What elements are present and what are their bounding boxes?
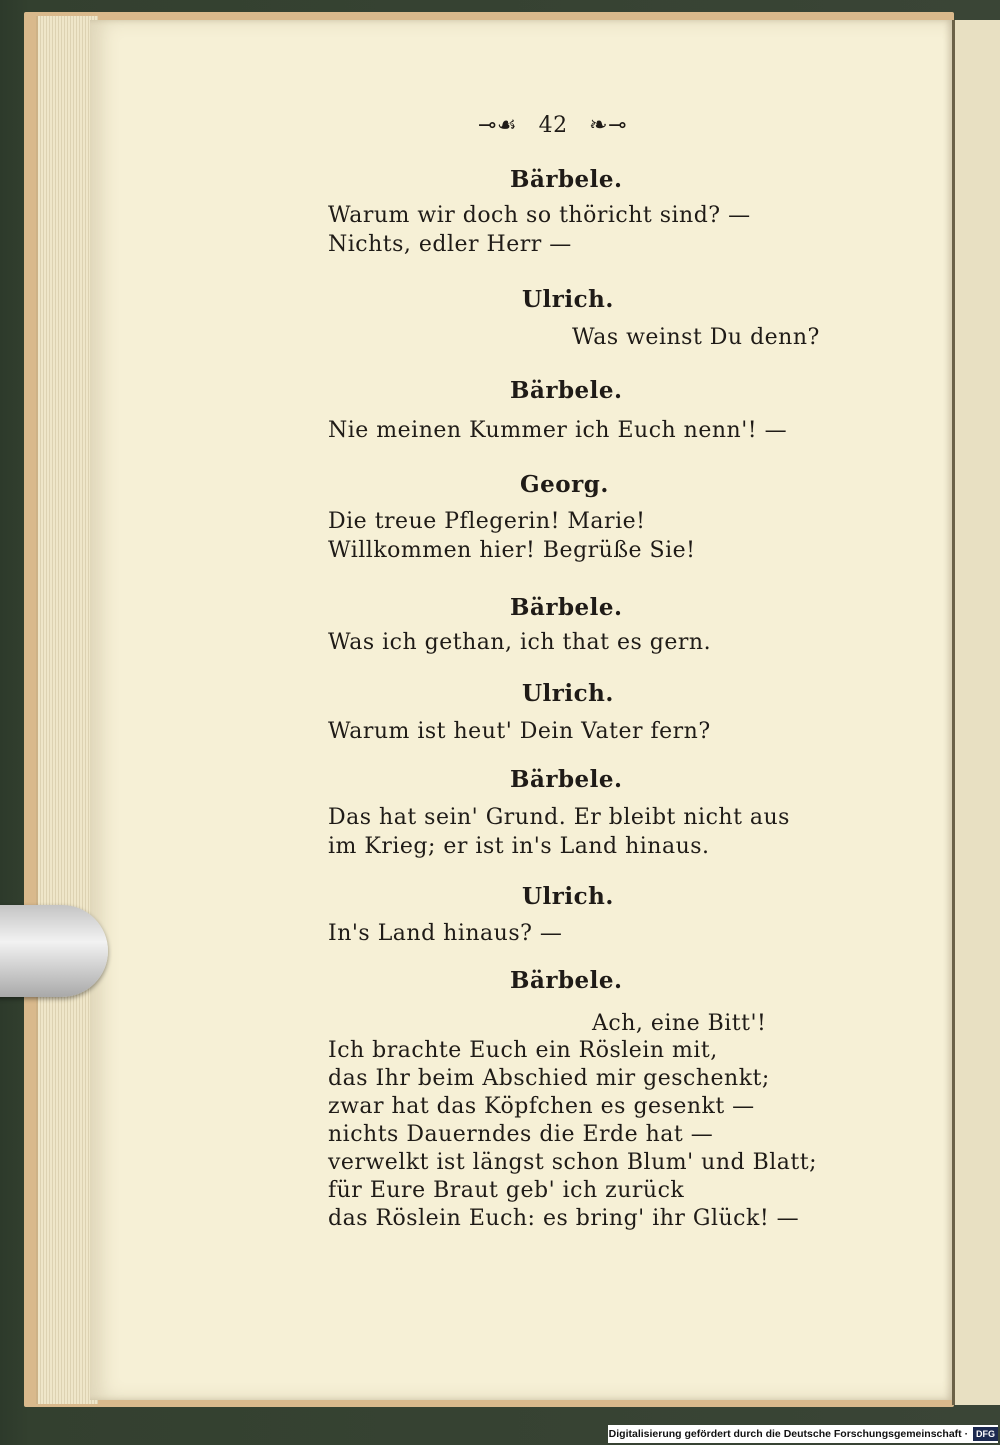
speaker-name: Bärbele. — [510, 967, 623, 994]
ornament-right: ❧⊸ — [589, 113, 628, 138]
speaker-name: Ulrich. — [522, 286, 614, 313]
speaker-name: Bärbele. — [510, 766, 623, 793]
verse-line: das Röslein Euch: es bring' ihr Glück! — — [328, 1206, 800, 1231]
speaker-name: Georg. — [520, 471, 609, 498]
verse-line: Das hat sein' Grund. Er bleibt nicht aus — [328, 805, 790, 830]
speaker-name: Bärbele. — [510, 594, 623, 621]
speaker-name: Bärbele. — [510, 166, 623, 193]
speaker-name: Ulrich. — [522, 680, 614, 707]
verse-line: Nie meinen Kummer ich Euch nenn'! — — [328, 418, 788, 443]
verse-line: In's Land hinaus? — — [328, 921, 563, 946]
verse-line: Was ich gethan, ich that es gern. — [328, 630, 712, 655]
verse-line: Nichts, edler Herr — — [328, 232, 572, 257]
digitization-credit: Digitalisierung gefördert durch die Deutsche Forschungsgemeinschaft · DFG — [608, 1425, 998, 1443]
verse-line: zwar hat das Köpfchen es gesenkt — — [328, 1094, 755, 1119]
page-number: 42 — [538, 113, 568, 138]
page-header — [478, 113, 627, 138]
verse-line: das Ihr beim Abschied mir geschenkt; — [328, 1066, 770, 1091]
verse-line: Ich brachte Euch ein Röslein mit, — [328, 1038, 718, 1063]
verse-line: nichts Dauerndes die Erde hat — — [328, 1122, 714, 1147]
verse-line: im Krieg; er ist in's Land hinaus. — [328, 834, 710, 859]
verse-line: Die treue Pflegerin! Marie! — [328, 509, 646, 534]
verse-line: Warum ist heut' Dein Vater fern? — [328, 719, 711, 744]
speaker-name: Bärbele. — [510, 377, 623, 404]
verse-line: Ach, eine Bitt'! — [592, 1011, 767, 1036]
verse-line: für Eure Braut geb' ich zurück — [328, 1178, 685, 1203]
verse-line: verwelkt ist längst schon Blum' und Blatt; — [328, 1150, 817, 1175]
speaker-name: Ulrich. — [522, 883, 614, 910]
credit-text: Digitalisierung gefördert durch die Deutsche Forschungsgemeinschaft — [608, 1428, 962, 1440]
ornament-left: ⊸☙ — [478, 113, 518, 138]
dfg-logo: DFG — [973, 1427, 998, 1441]
verse-line: Willkommen hier! Begrüße Sie! — [328, 538, 696, 563]
verse-line: Warum wir doch so thöricht sind? — — [328, 203, 751, 228]
verse-line: Was weinst Du denn? — [572, 325, 820, 350]
